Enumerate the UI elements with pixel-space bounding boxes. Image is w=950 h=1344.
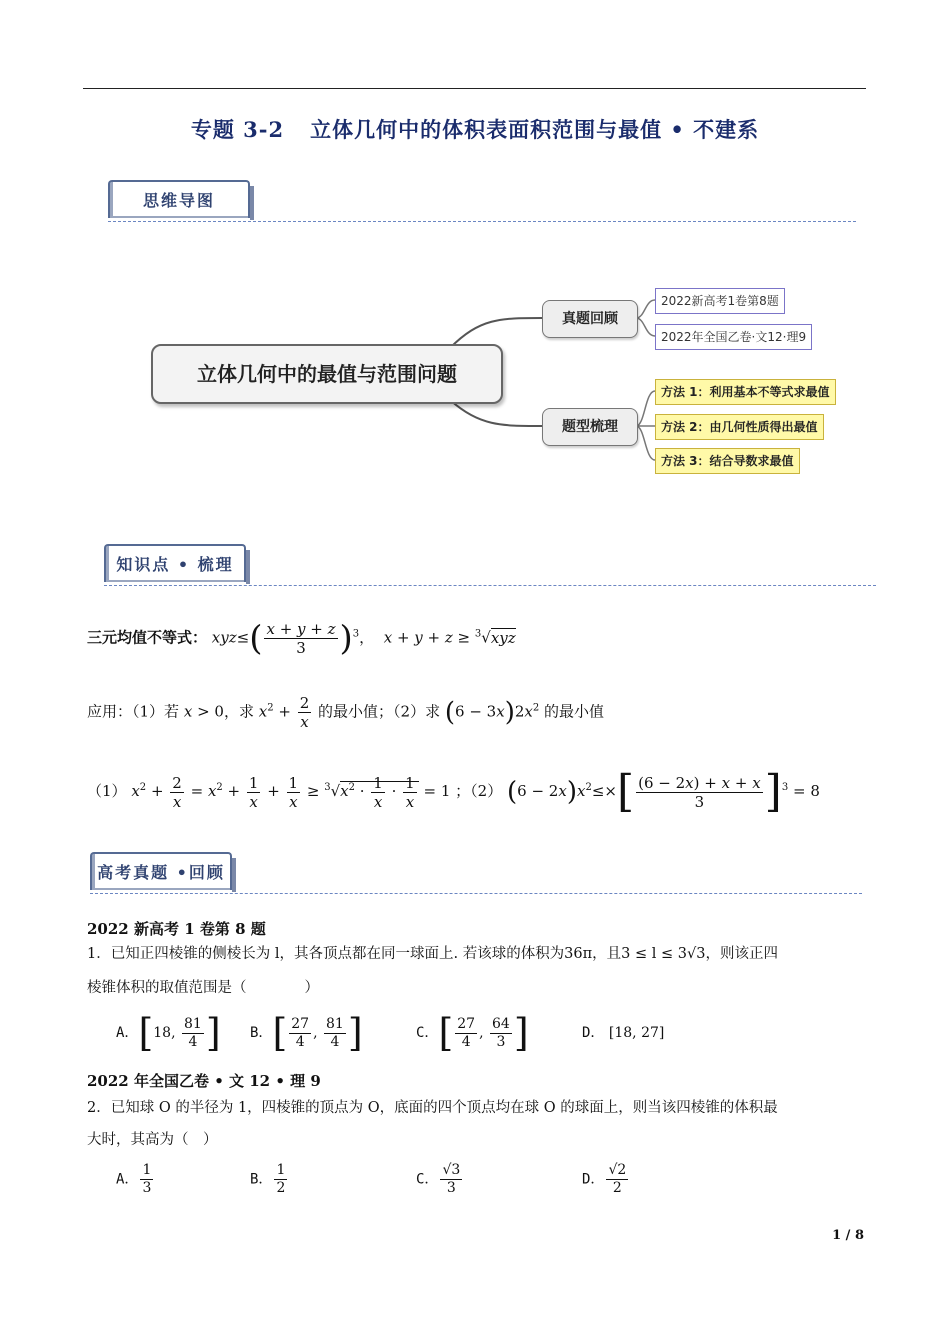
section-divider (108, 221, 856, 222)
application-line: 应用：（1）若 x > 0，求 $x^2$ + $\frac{2}{x}$ 的最小值；（2）求 $(6 - 3x)2x^2$ 的最小值 (87, 694, 605, 731)
mind-map-leaf: 方法 3：结合导数求最值 (655, 448, 800, 474)
title-prefix: 专题 3-2 (190, 117, 285, 142)
top-rule (83, 88, 866, 89)
section-tab-exam (90, 852, 234, 890)
page-title (0, 114, 950, 144)
section-divider (90, 893, 862, 894)
option-letter: D． (582, 1025, 605, 1041)
section-tab-label: 思维导图 (142, 191, 215, 210)
mind-map-leaf: 方法 2：由几何性质得出最值 (655, 414, 824, 440)
page-number: 1 / 8 (832, 1228, 864, 1243)
problem1-option-b[interactable]: B．[ $\frac{27}{4}$ , $\frac{81}{4}$ ] (250, 1011, 363, 1055)
app-mid1: ，求 (223, 702, 254, 721)
problem2-option-d[interactable]: D． $\frac{√2}{2}$ (582, 1162, 627, 1196)
mind-map (150, 288, 870, 478)
problem1-stem-line2: 棱锥体积的取值范围是（ ） (87, 980, 319, 996)
option-letter: A． (116, 1025, 139, 1041)
inequality-label: 三元均值不等式： (87, 628, 208, 647)
mind-map-leaf: 方法 1：利用基本不等式求最值 (655, 379, 836, 405)
title-text: 立体几何中的体积表面积范围与最值 • 不建系 (310, 117, 760, 142)
app-end: 的最小值 (544, 702, 605, 721)
problem1-option-d[interactable] (582, 1022, 664, 1042)
mind-map-branch-review: 真题回顾 (542, 300, 638, 338)
problem2-stem-line1: 2．已知球 O 的半径为 1，四棱锥的顶点为 O，底面的四个顶点均在球 O 的球面上，则当该四棱锥的体积最 (87, 1100, 778, 1116)
problem2-option-b[interactable]: B． $\frac{1}{2}$ (250, 1162, 286, 1196)
mind-map-leaf: 2022新高考1卷第8题 (655, 288, 785, 314)
app-prefix: 应用：（1）若 (87, 702, 180, 721)
option-letter: B． (250, 1171, 273, 1188)
am-gm-inequality: 三元均值不等式： xyz≤( $\frac{x + y + z}{3}$ )$^3$， x + y + z ≥ $^3$√xyz (87, 618, 516, 659)
problem1-option-a[interactable]: A．[18, $\frac{81}{4}$ ] (116, 1011, 221, 1055)
section-tab-label: 知识点 • 梳理 (116, 555, 234, 574)
sol1-label: （1） (87, 782, 127, 800)
section-tab-mindmap (108, 180, 252, 218)
app-mid2: 的最小值；（2）求 (318, 702, 441, 721)
section-tab-label: 高考真题 •回顾 (97, 863, 225, 882)
sol2-label: ；（2） (455, 782, 503, 800)
problem1-option-c[interactable]: C．[ $\frac{27}{4}$ , $\frac{64}{3}$ ] (416, 1011, 529, 1055)
problem2-option-a[interactable]: A． $\frac{1}{3}$ (116, 1162, 152, 1196)
sol1-result: = 1 (423, 782, 451, 800)
problem2-source: 2022 年全国乙卷 • 文 12 • 理 9 (87, 1072, 321, 1090)
option-d-value: [18, 27] (608, 1025, 665, 1041)
mind-map-branch-types: 题型梳理 (542, 408, 638, 446)
option-letter: A． (116, 1171, 139, 1188)
option-letter: C． (416, 1171, 439, 1188)
option-letter: C． (416, 1025, 439, 1041)
problem2-option-c[interactable]: C． $\frac{√3}{3}$ (416, 1162, 461, 1196)
section-tab-knowledge (104, 544, 248, 582)
option-letter: B． (250, 1025, 273, 1041)
problem2-stem-line2: 大时，其高为（ ） (87, 1132, 218, 1148)
mind-map-central-node: 立体几何中的最值与范围问题 (151, 344, 503, 404)
section-divider (104, 585, 876, 586)
mind-map-leaf: 2022年全国乙卷·文12·理9 (655, 324, 812, 350)
sol2-result: = 8 (792, 782, 820, 800)
problem1-stem-line1: 1．已知正四棱锥的侧棱长为 l，其各顶点都在同一球面上. 若该球的体积为36π，且3 ≤ l ≤ 3√3，则该正四 (87, 946, 778, 962)
solution-line: （1） $x^2$ + $\frac{2}{x}$ = $x^2$ + $\frac{1}{x}$ + $\frac{1}{x}$ ≥ $^3√x^2$ · $\frac{1}{x}$ · $\frac{1}{x}$ = 1 ；（2） $(6 - 2x)x^2\le\times$[ $\frac{(6 - 2x) + x + x}{3}$ ]$^3$ = 8 (87, 766, 820, 817)
problem1-source: 2022 新高考 1 卷第 8 题 (87, 920, 266, 938)
option-letter: D． (582, 1171, 605, 1188)
